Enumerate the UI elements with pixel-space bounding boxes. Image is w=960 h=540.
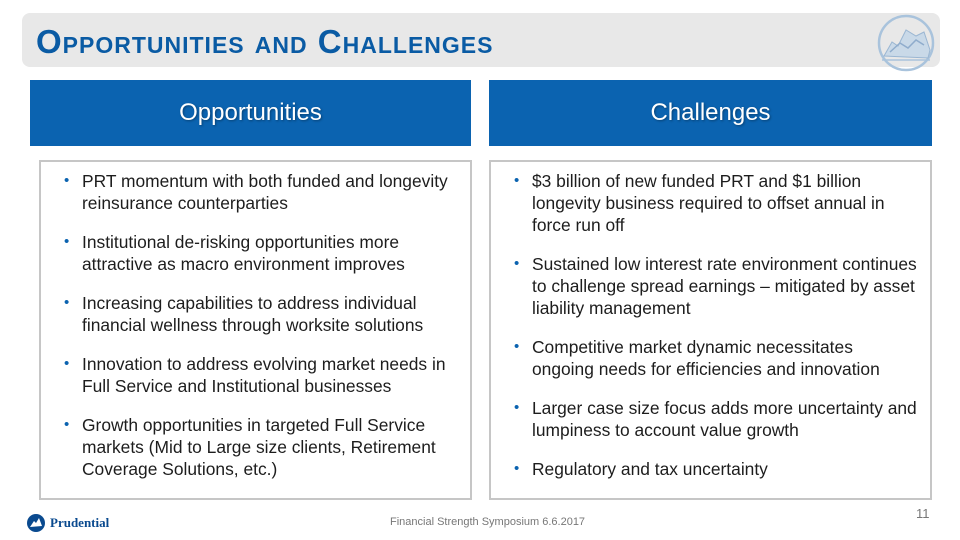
list-item: • Increasing capabilities to address individual financial wellness through worksite solutions: [64, 293, 424, 335]
footer-caption: Financial Strength Symposium 6.6.2017: [390, 516, 586, 528]
opportunities-box: [39, 160, 472, 500]
bullet-icon: •: [64, 172, 70, 189]
list-item: • Innovation to address evolving market needs in Full Service and Institutional businesses: [64, 354, 446, 396]
bullet-icon: •: [64, 416, 70, 433]
list-item: • Regulatory and tax uncertainty: [514, 459, 768, 479]
bullet-icon: •: [514, 255, 520, 272]
slide-title: Opportunities and Challenges: [36, 23, 494, 60]
opportunities-header-label: Opportunities: [179, 99, 322, 126]
list-item: • Growth opportunities in targeted Full Service markets (Mid to Large size clients, Retirement Coverage Solutions, etc.): [64, 415, 436, 479]
challenges-header-label: Challenges: [650, 99, 771, 126]
bullet-icon: •: [64, 355, 70, 372]
challenges-header: [489, 80, 932, 146]
footer-logo: [26, 512, 109, 534]
bullet-icon: •: [514, 338, 520, 355]
opportunities-list: [41, 162, 470, 480]
challenges-box: [489, 160, 932, 500]
bullet-icon: •: [64, 233, 70, 250]
bullet-icon: •: [514, 460, 520, 477]
opportunities-header: [30, 80, 471, 146]
bullet-icon: •: [514, 172, 520, 189]
list-item: • Competitive market dynamic necessitates ongoing needs for efficiencies and innovation: [514, 337, 880, 379]
list-item: • Larger case size focus adds more uncertainty and lumpiness to account value growth: [514, 398, 917, 440]
rock-logo-icon: [870, 12, 942, 72]
list-item: • PRT momentum with both funded and longevity reinsurance counterparties: [64, 171, 448, 213]
list-item: • Sustained low interest rate environment continues to challenge spread earnings – mitigated by asset liability management: [514, 254, 917, 318]
prudential-rock-small-icon: [26, 513, 46, 533]
list-item: • Institutional de-risking opportunities more attractive as macro environment improves: [64, 232, 405, 274]
bullet-icon: •: [514, 399, 520, 416]
challenges-list: [491, 162, 930, 480]
page-number: 11: [916, 506, 930, 521]
bullet-icon: •: [64, 294, 70, 311]
list-item: • $3 billion of new funded PRT and $1 billion longevity business required to offset annual in force run off: [514, 171, 885, 235]
prudential-wordmark: Prudential: [50, 515, 110, 530]
